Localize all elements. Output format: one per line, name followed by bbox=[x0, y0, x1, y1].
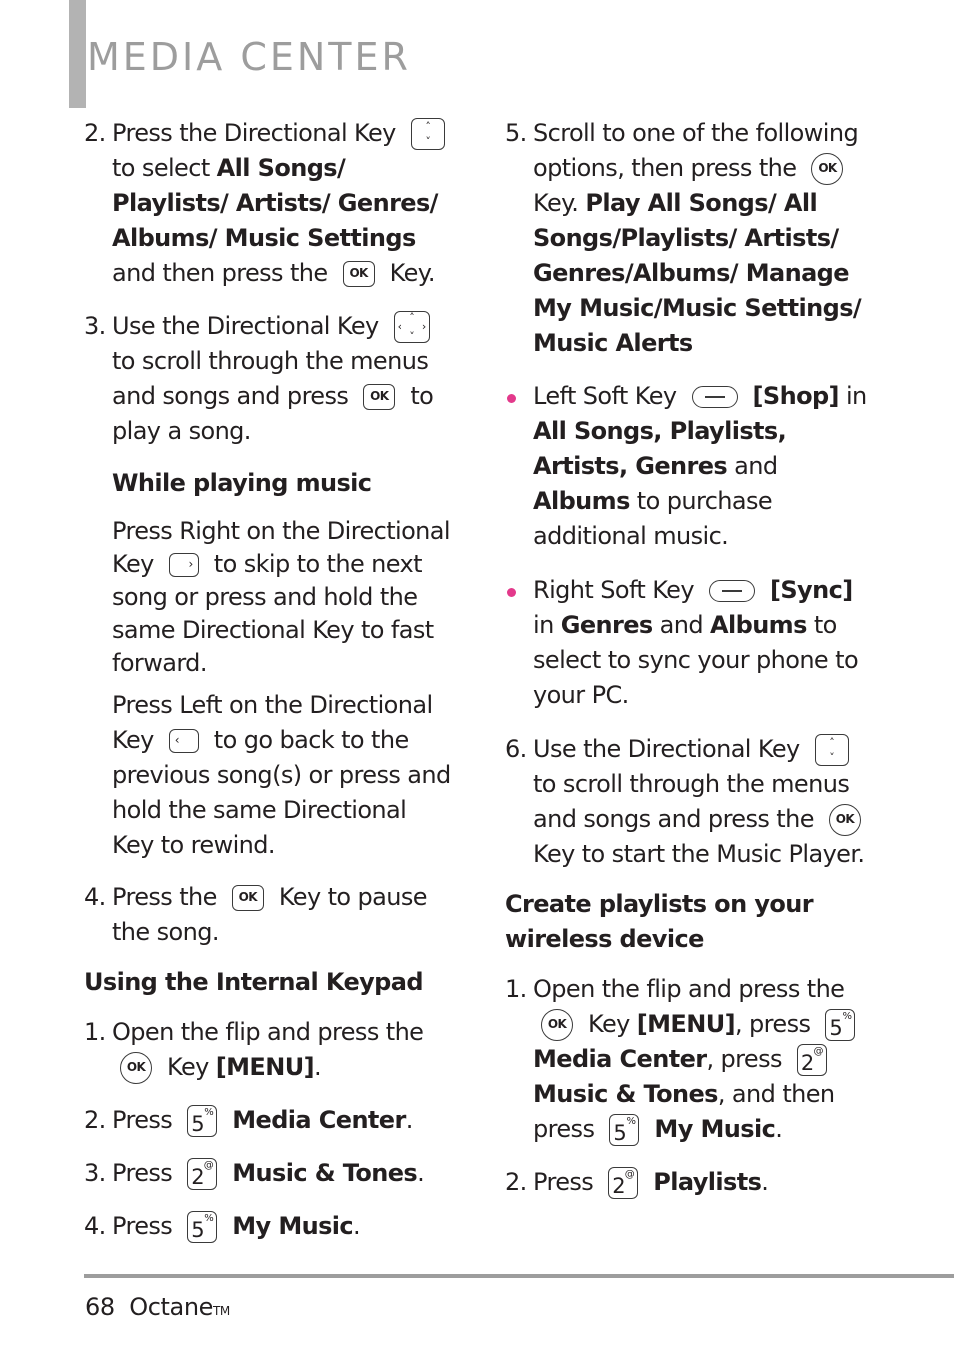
step-number: 2. bbox=[84, 1106, 106, 1134]
while-playing-heading: While playing music bbox=[112, 469, 372, 497]
menu-options: Play All Songs/ All Songs/Playlists/ Artists/ Genres/Albums/ Manage My Music/Music Settings/ Music Alerts bbox=[533, 189, 862, 357]
bullet-dot bbox=[507, 588, 516, 597]
press-right-paragraph bbox=[84, 515, 454, 680]
para-text: Press Left on the Directional Key bbox=[112, 691, 433, 754]
step-text: Press the bbox=[112, 883, 217, 911]
step-text: Press bbox=[112, 1106, 173, 1134]
step-3 bbox=[84, 309, 454, 449]
step-text: Key. bbox=[389, 259, 435, 287]
menu-options: All Songs, Playlists, Artists, Genres bbox=[533, 417, 787, 480]
step-text: Press bbox=[112, 1159, 173, 1187]
step-text: Scroll to one of the following options, then press the bbox=[533, 119, 859, 182]
step-number: 3. bbox=[84, 1159, 106, 1187]
step-number: 6. bbox=[505, 735, 527, 763]
ok-key-round-icon: OK bbox=[811, 153, 843, 185]
step-text: Key. bbox=[533, 189, 579, 217]
step-text: to scroll through the menus and songs and press the bbox=[533, 770, 850, 833]
punct: . bbox=[405, 1106, 413, 1134]
step-number: 3. bbox=[84, 312, 106, 340]
keypad-step-1 bbox=[84, 1015, 454, 1085]
header-side-bar bbox=[69, 0, 86, 108]
footer-rule bbox=[84, 1274, 954, 1278]
para-text: to go back to the previous song(s) or press and hold the same Directional Key to rewind. bbox=[112, 726, 451, 859]
directional-key-left-icon: ‹ bbox=[169, 729, 199, 753]
step-number: 4. bbox=[84, 1212, 106, 1240]
menu-label: [MENU] bbox=[636, 1010, 735, 1038]
directional-key-4way-icon: ˄ ‹ › ˅ bbox=[394, 311, 430, 343]
ok-key-icon: OK bbox=[232, 885, 264, 911]
bullet-dot bbox=[507, 394, 516, 403]
softkey-label: [Shop] bbox=[752, 382, 839, 410]
bullet-text: in bbox=[845, 382, 867, 410]
bullet-text: to purchase additional music. bbox=[533, 487, 773, 550]
ok-key-icon: OK bbox=[363, 384, 395, 410]
menu-options: Genres bbox=[560, 611, 653, 639]
punct: . bbox=[353, 1212, 361, 1240]
menu-label: My Music bbox=[232, 1212, 354, 1240]
bullet-left-soft-key bbox=[505, 379, 875, 554]
keypad-step-2 bbox=[84, 1103, 454, 1138]
step-text: to scroll through the menus and songs and press bbox=[112, 347, 429, 410]
page-number: 68 bbox=[85, 1293, 115, 1321]
menu-options: All Songs/ Playlists/ Artists/ Genres/ Albums/ Music Settings bbox=[112, 154, 438, 252]
step-number: 4. bbox=[84, 883, 106, 911]
step-text: Key bbox=[588, 1010, 630, 1038]
step-text: Press bbox=[112, 1212, 173, 1240]
step-text: Open the flip and press the bbox=[533, 975, 845, 1003]
ok-key-icon: OK bbox=[343, 261, 375, 287]
punct: . bbox=[313, 1053, 322, 1081]
bullet-right-soft-key bbox=[505, 573, 875, 713]
step-number: 5. bbox=[505, 119, 527, 147]
step-text: Key bbox=[167, 1053, 209, 1081]
bullet-text: in bbox=[533, 611, 554, 639]
left-soft-key-icon bbox=[692, 386, 738, 408]
step-text: Key to pause the song. bbox=[112, 883, 427, 946]
menu-label: My Music bbox=[654, 1115, 776, 1143]
ok-key-round-icon: OK bbox=[120, 1052, 152, 1084]
right-soft-key-icon bbox=[709, 580, 755, 602]
bullet-text: and bbox=[734, 452, 778, 480]
create-playlists-heading: Create playlists on your wireless device bbox=[505, 890, 813, 953]
step-text: , and then press bbox=[533, 1080, 835, 1143]
step-2 bbox=[84, 116, 454, 291]
menu-label: Media Center bbox=[232, 1106, 406, 1134]
step-text: Use the Directional Key bbox=[533, 735, 800, 763]
step-text: , press bbox=[706, 1045, 782, 1073]
step-text: to play a song. bbox=[112, 382, 434, 445]
step-number: 2. bbox=[84, 119, 106, 147]
menu-label: Music & Tones bbox=[533, 1080, 718, 1108]
page-title: MEDIA CENTER bbox=[87, 35, 411, 79]
directional-key-updown-icon: ˄ ˅ bbox=[411, 118, 445, 150]
step-text: Press bbox=[533, 1168, 594, 1196]
create-step-1 bbox=[505, 972, 875, 1147]
step-5 bbox=[505, 116, 875, 361]
punct: . bbox=[775, 1115, 783, 1143]
menu-label: Music & Tones bbox=[232, 1159, 418, 1187]
step-text: , press bbox=[734, 1010, 811, 1038]
step-number: 1. bbox=[505, 975, 527, 1003]
bullet-text: to select to sync your phone to your PC. bbox=[533, 611, 859, 709]
punct: . bbox=[417, 1159, 425, 1187]
softkey-label: [Sync] bbox=[770, 576, 853, 604]
key-5-icon: 5 % bbox=[187, 1211, 217, 1243]
directional-key-updown-icon: ˄ ˅ bbox=[815, 734, 849, 766]
keypad-step-3 bbox=[84, 1156, 454, 1191]
menu-label: Media Center bbox=[533, 1045, 707, 1073]
step-text: Press the Directional Key bbox=[112, 119, 396, 147]
create-step-2 bbox=[505, 1165, 875, 1200]
step-6 bbox=[505, 732, 875, 872]
para-text: Press Right on the Directional Key bbox=[112, 517, 450, 578]
step-number: 2. bbox=[505, 1168, 527, 1196]
page-footer bbox=[85, 1290, 230, 1324]
step-4 bbox=[84, 880, 454, 950]
right-column bbox=[505, 116, 875, 1200]
left-column bbox=[84, 116, 454, 1244]
key-5-icon: 5 % bbox=[187, 1105, 217, 1137]
bullet-text: Right Soft Key bbox=[533, 576, 694, 604]
product-name: Octane bbox=[129, 1293, 213, 1321]
internal-keypad-heading: Using the Internal Keypad bbox=[84, 968, 423, 996]
step-text: Open the flip and press the bbox=[112, 1018, 424, 1046]
punct: . bbox=[761, 1168, 769, 1196]
step-text: Key to start the Music Player. bbox=[533, 840, 865, 868]
key-2-icon: 2 @ bbox=[797, 1044, 827, 1076]
key-2-icon: 2 @ bbox=[608, 1167, 638, 1199]
step-text: Use the Directional Key bbox=[112, 312, 379, 340]
para-text: to skip to the next song or press and hold the same Directional Key to fast forward. bbox=[112, 550, 434, 677]
step-number: 1. bbox=[84, 1018, 106, 1046]
step-text: and then press the bbox=[112, 259, 328, 287]
menu-label: Playlists bbox=[653, 1168, 762, 1196]
ok-key-round-icon: OK bbox=[829, 804, 861, 836]
step-text: to select bbox=[112, 154, 210, 182]
bullet-text: and bbox=[659, 611, 703, 639]
trademark: TM bbox=[213, 1304, 230, 1318]
ok-key-round-icon: OK bbox=[541, 1009, 573, 1041]
menu-options: Albums bbox=[533, 487, 630, 515]
keypad-step-4 bbox=[84, 1209, 454, 1244]
key-5-icon: 5 % bbox=[825, 1009, 855, 1041]
key-5-icon: 5 % bbox=[609, 1114, 639, 1146]
bullet-text: Left Soft Key bbox=[533, 382, 677, 410]
directional-key-right-icon: › bbox=[169, 553, 199, 577]
key-2-icon: 2 @ bbox=[187, 1158, 217, 1190]
menu-options: Albums bbox=[710, 611, 807, 639]
menu-label: [MENU] bbox=[215, 1053, 314, 1081]
press-left-paragraph bbox=[84, 688, 454, 863]
